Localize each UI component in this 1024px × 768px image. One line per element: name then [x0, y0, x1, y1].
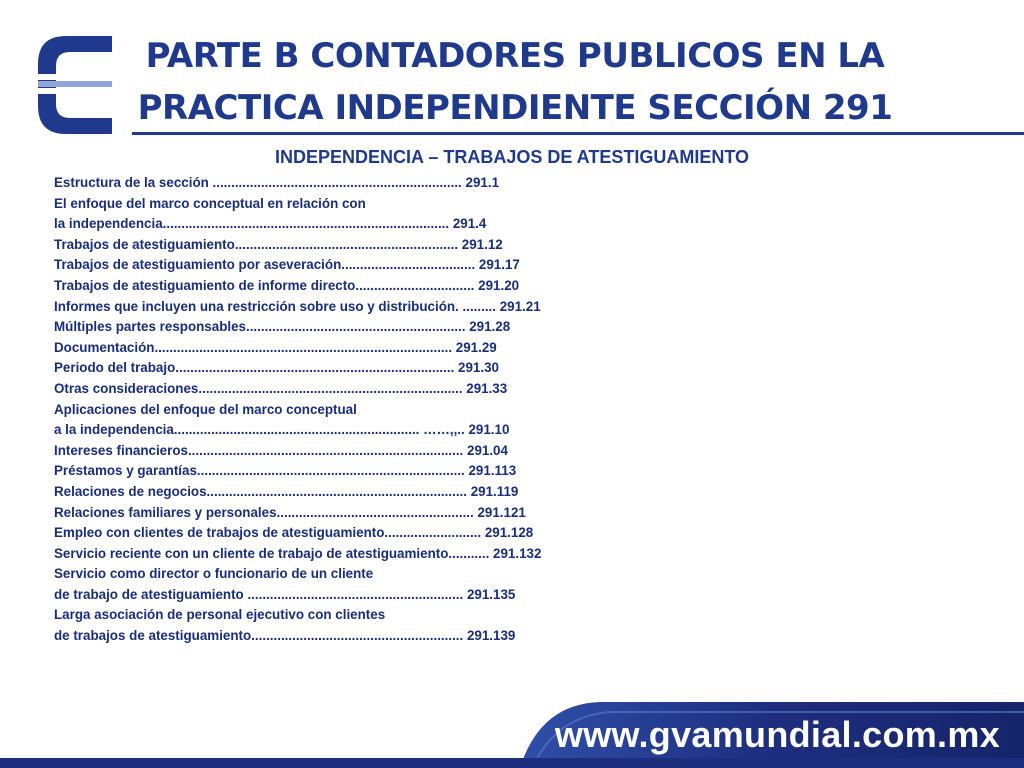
- toc-entry: Documentación................................................................................ 291.29: [54, 339, 497, 355]
- section-subtitle: INDEPENDENCIA – TRABAJOS DE ATESTIGUAMIENTO: [274, 147, 750, 167]
- toc-entry: Trabajos de atestiguamiento............................................................ 291.12: [54, 236, 503, 252]
- toc-entry: de trabajos de atestiguamiento......................................................... 291.139: [54, 628, 516, 644]
- toc-entry: Periodo del trabajo........................................................................... 291.30: [54, 360, 499, 376]
- table-of-contents: [54, 173, 541, 647]
- slide-title-line-1: PARTE B CONTADORES PUBLICOS EN LA: [145, 36, 885, 76]
- toc-entry: la independencia............................................................................. 291.4: [54, 216, 487, 232]
- toc-entry: Relaciones de negocios...................................................................... 291.119: [54, 483, 519, 499]
- slide-title-line-2: PRACTICA INDEPENDIENTE SECCIÓN 291: [137, 88, 893, 128]
- footer-banner: [0, 696, 1024, 768]
- slide-title: [130, 30, 900, 134]
- toc-entry: Empleo con clientes de trabajos de atestiguamiento.......................... 291.128: [54, 525, 534, 541]
- logo-emblem: [36, 34, 116, 136]
- toc-entry: Relaciones familiares y personales..................................................... 291.121: [54, 504, 526, 520]
- toc-entry: a la independencia.................................................................. ……,,.. 291.10: [54, 422, 510, 438]
- toc-entry: Trabajos de atestiguamiento de informe directo................................ 291.20: [54, 277, 520, 293]
- toc-entry: Otras consideraciones....................................................................... 291.33: [54, 380, 508, 396]
- title-divider: [132, 132, 1024, 135]
- toc-entry: de trabajo de atestiguamiento .......................................................... 291.135: [54, 586, 516, 602]
- toc-entry: Trabajos de atestiguamiento por aseveración.................................... 291.17: [54, 257, 520, 273]
- toc-entry: Préstamos y garantías........................................................................ 291.113: [54, 463, 517, 479]
- toc-entry: Múltiples partes responsables........................................................... 291.28: [54, 319, 511, 335]
- toc-entry: Intereses financieros.......................................................................... 291.04: [54, 442, 508, 458]
- toc-entry: Servicio reciente con un cliente de trabajo de atestiguamiento........... 291.132: [54, 545, 542, 561]
- toc-entry: Informes que incluyen una restricción sobre uso y distribución. ......... 291.21: [54, 298, 541, 314]
- toc-entry: Larga asociación de personal ejecutivo con clientes: [54, 607, 386, 623]
- company-logo: [36, 34, 116, 136]
- toc-entry: El enfoque del marco conceptual en relación con: [54, 195, 366, 211]
- toc-entry: Servicio como director o funcionario de un cliente: [54, 566, 374, 582]
- website-url: www.gvamundial.com.mx: [554, 714, 1000, 755]
- toc-entry: Estructura de la sección ................................................................... 291.1: [54, 175, 500, 190]
- toc-entry: Aplicaciones del enfoque del marco conceptual: [54, 401, 357, 417]
